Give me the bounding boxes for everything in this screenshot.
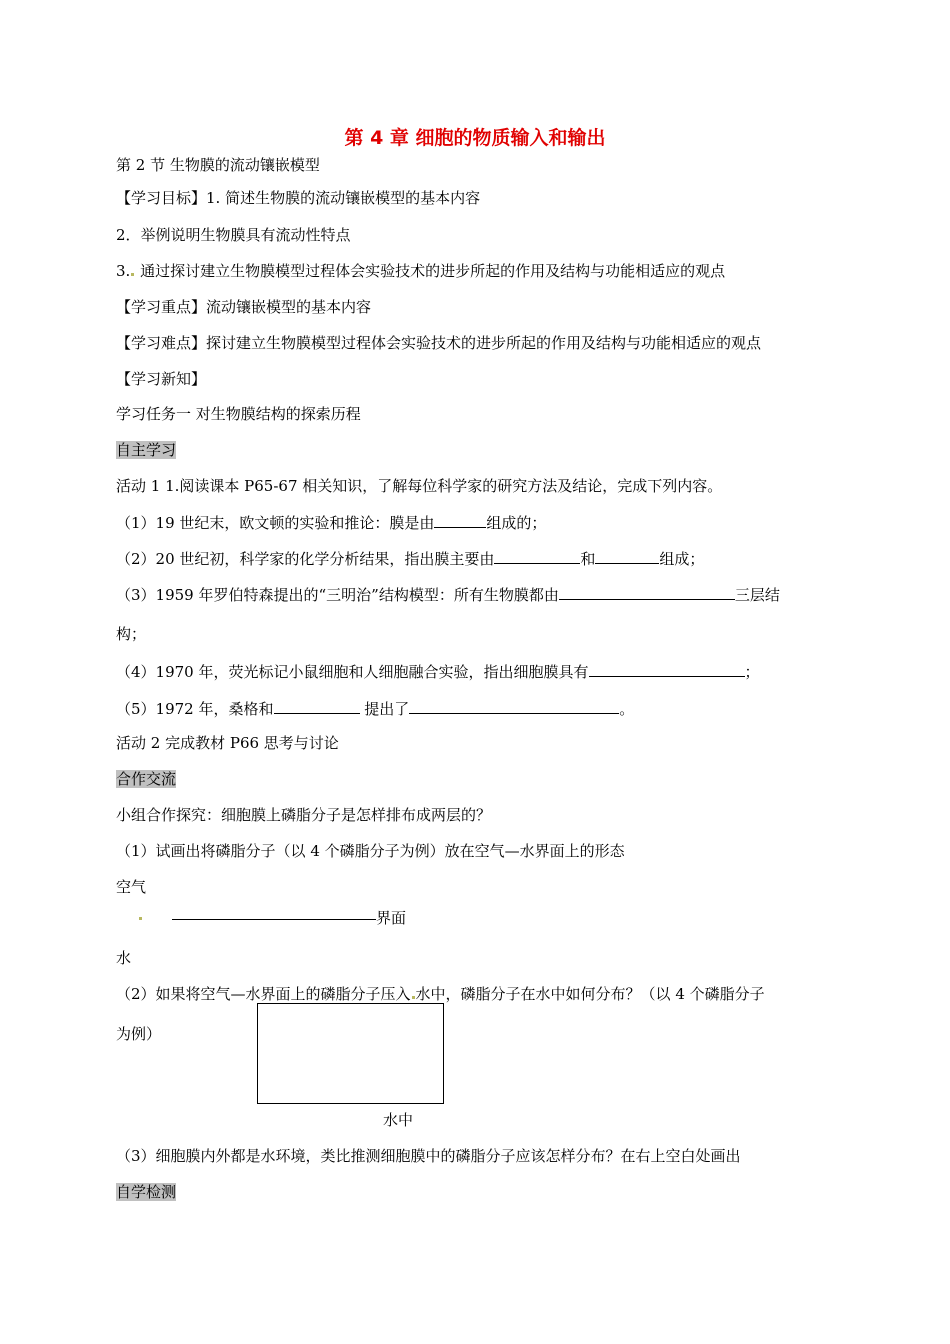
prompt-2-continued: 水中，磷脂分子在水中如何分布？（以 4 个磷脂分子 <box>415 985 765 1003</box>
key-point <box>116 297 371 317</box>
water-label: 水 <box>116 949 132 967</box>
speck-mark <box>139 917 142 920</box>
self-test-heading <box>116 1182 176 1202</box>
q2-suffix: 组成； <box>659 550 705 568</box>
q2-and: 和 <box>580 550 596 568</box>
fill-blank[interactable] <box>409 698 619 714</box>
drawing-prompt-3: （3）细胞膜内外都是水环境，类比推测细胞膜中的磷脂分子应该怎样分布？在右上空白处画出 <box>116 1147 741 1165</box>
learning-goal-1 <box>116 188 480 208</box>
goal-3-number: 3. <box>116 262 131 280</box>
section-heading: 第 2 节 生物膜的流动镶嵌模型 <box>116 156 320 174</box>
in-water-caption: 水中 <box>383 1111 414 1129</box>
fill-blank[interactable] <box>434 512 486 528</box>
q3-text: （3）1959 年罗伯特森提出的“三明治”结构模型：所有生物膜都由 <box>116 586 559 604</box>
activity-1-intro: 活动 1 1.阅读课本 P65-67 相关知识，了解每位科学家的研究方法及结论，完成下列内容。 <box>116 477 723 495</box>
fill-blank[interactable] <box>595 548 659 564</box>
question-4 <box>116 661 760 682</box>
difficulty <box>116 333 761 353</box>
interface-label: 界面 <box>376 909 407 927</box>
key-point-text: 流动镶嵌模型的基本内容 <box>206 298 372 316</box>
q1-suffix: 组成的； <box>486 514 547 532</box>
q5-suffix: 。 <box>619 700 635 718</box>
speck-mark <box>131 273 134 276</box>
q4-text: （4）1970 年，荧光标记小鼠细胞和人细胞融合实验，指出细胞膜具有 <box>116 663 589 681</box>
activity-2: 活动 2 完成教材 P66 思考与讨论 <box>116 734 339 752</box>
q2-text: （2）20 世纪初，科学家的化学分析结果，指出膜主要由 <box>116 550 495 568</box>
q5-text: （5）1972 年，桑格和 <box>116 700 274 718</box>
question-3 <box>116 584 780 605</box>
goal-3-text: 通过探讨建立生物膜模型过程体会实验技术的进步所起的作用及结构与功能相适应的观点 <box>140 262 726 280</box>
learning-goal-3 <box>116 261 725 281</box>
question-5 <box>116 698 634 719</box>
group-question: 小组合作探究：细胞膜上磷脂分子是怎样排布成两层的？ <box>116 806 492 824</box>
cooperation-heading <box>116 769 176 789</box>
cooperation-label: 合作交流 <box>116 770 177 788</box>
key-point-label: 【学习重点】 <box>116 298 207 316</box>
speck-mark <box>412 996 415 999</box>
q1-text: （1）19 世纪末，欧文顿的实验和推论：膜是由 <box>116 514 435 532</box>
difficulty-text: 探讨建立生物膜模型过程体会实验技术的进步所起的作用及结构与功能相适应的观点 <box>206 334 762 352</box>
prompt-2-text: （2）如果将空气—水界面上的磷脂分子压入 <box>116 985 411 1003</box>
air-label: 空气 <box>116 878 147 896</box>
drawing-box[interactable] <box>257 1003 444 1104</box>
fill-blank[interactable] <box>589 661 745 677</box>
chapter-title: 第 4 章 细胞的物质输入和输出 <box>344 127 606 149</box>
task-1-heading: 学习任务一 对生物膜结构的探索历程 <box>116 405 361 423</box>
new-knowledge-heading: 【学习新知】 <box>116 370 207 388</box>
q3-suffix: 三层结 <box>734 586 780 604</box>
drawing-prompt-1: （1）试画出将磷脂分子（以 4 个磷脂分子为例）放在空气—水界面上的形态 <box>116 842 625 860</box>
goal-1-text: 1. 简述生物膜的流动镶嵌模型的基本内容 <box>206 189 481 207</box>
question-1 <box>116 512 546 533</box>
self-study-heading <box>116 440 176 460</box>
q4-suffix: ； <box>744 663 760 681</box>
fill-blank[interactable] <box>494 548 580 564</box>
fill-blank[interactable] <box>274 698 360 714</box>
drawing-prompt-2 <box>116 984 765 1004</box>
question-2 <box>116 548 704 569</box>
q5-middle: 提出了 <box>364 700 410 718</box>
question-3-continued: 构； <box>116 625 147 643</box>
air-water-interface-line <box>172 919 376 920</box>
learning-goal-2: 2．举例说明生物膜具有流动性特点 <box>116 226 351 244</box>
self-test-label: 自学检测 <box>116 1183 177 1201</box>
goals-label: 【学习目标】 <box>116 189 207 207</box>
fill-blank[interactable] <box>559 584 735 600</box>
difficulty-label: 【学习难点】 <box>116 334 207 352</box>
self-study-label: 自主学习 <box>116 441 177 459</box>
drawing-prompt-2-end: 为例） <box>116 1025 162 1043</box>
